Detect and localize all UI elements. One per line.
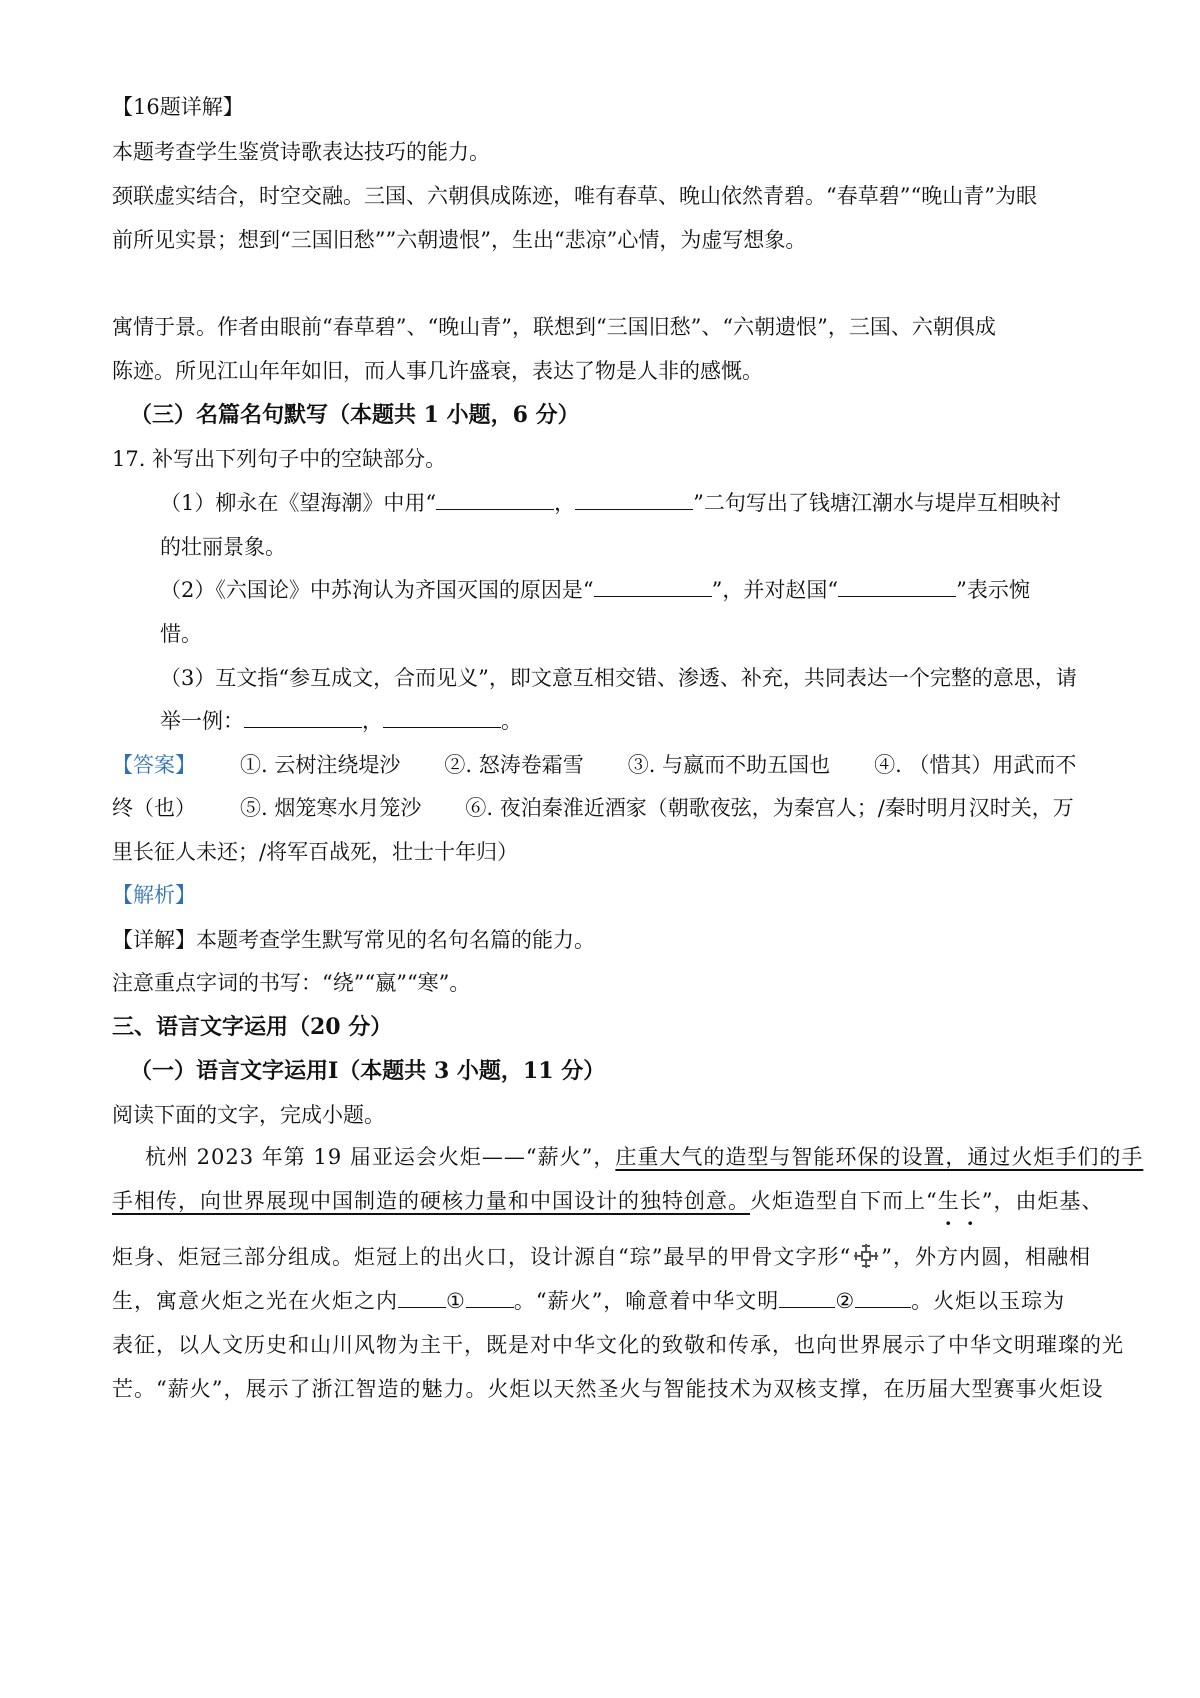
emphasis-char: 生: [937, 1189, 960, 1213]
part3-heading: 三、语言文字运用（20 分）: [112, 1014, 393, 1040]
answer-blank[interactable]: [436, 489, 554, 510]
emphasis-char: 长: [959, 1189, 982, 1213]
q16-para1-line2: 前所见实景；想到“三国旧愁””六朝遗恨”，生出“悲凉”心情，为虚写想象。: [112, 228, 807, 252]
passage-text: ”，由炬基、: [981, 1189, 1104, 1213]
passage-text: 生，寓意火炬之光在火炬之内: [112, 1289, 398, 1313]
passage-line4: [112, 1286, 1065, 1316]
section-heading-famous: （三）名篇名句默写（本题共 1 小题，6 分）: [130, 402, 580, 428]
answer-item-4: ④. （惜其）用武而不: [874, 753, 1077, 777]
passage-line6: 芒。“薪火”，展示了浙江智造的魅力。火炬以天然圣火与智能技术为双核支撑，在历届大型赛事火炬设: [112, 1377, 1104, 1401]
q16-intro: 本题考查学生鉴赏诗歌表达技巧的能力。: [112, 140, 490, 164]
answer-blank[interactable]: [383, 707, 501, 728]
answer-blank[interactable]: [594, 576, 712, 597]
q17-item2-text-c: ”表示惋: [956, 578, 1030, 602]
passage-text: 火炬造型自下而上“: [750, 1189, 938, 1213]
answer-item-6: ⑥. 夜泊秦淮近酒家（朝歌夜弦，为秦宫人；/秦时明月汉时关，万: [465, 796, 1074, 820]
answer-line1: [112, 750, 1076, 780]
passage-text: 。“薪火”，喻意着中华文明: [513, 1289, 780, 1313]
passage-line2: [112, 1186, 1104, 1216]
q17-item3-text-b: 举一例：: [160, 709, 244, 733]
answer-line3: 里长征人未还；/将军百战死，壮士十年归）: [112, 840, 519, 864]
q17-item1-line1: [160, 488, 1061, 518]
passage-line3: [112, 1242, 1091, 1272]
underlined-sentence: 手相传，向世界展现中国制造的硬核力量和中国设计的独特创意。: [112, 1189, 750, 1213]
answer-label: 【答案】: [112, 753, 196, 777]
q16-para2-line1: 寓情于景。作者由眼前“春草碧”、“晚山青”，联想到“三国旧愁”、“六朝遗恨”，三国、六朝俱成: [112, 315, 996, 339]
answer-blank[interactable]: [466, 1287, 514, 1308]
q17-item3-sep: ，: [362, 709, 383, 733]
answer-item-3: ③. 与嬴而不助五国也: [627, 753, 831, 777]
analysis-detail: 【详解】本题考查学生默写常见的名句名篇的能力。: [112, 928, 595, 952]
q17-item1-text-a: （1）柳永在《望海潮》中用“: [160, 491, 437, 515]
q17-item3-line1: （3）互文指“参互成文，合而见义”，即文意互相交错、渗透、补充，共同表达一个完整的意思，请: [160, 666, 1077, 690]
q17-item3-end: 。: [501, 709, 522, 733]
q17-item2-line2: 惜。: [160, 622, 202, 646]
q16-para1-line1: 颈联虚实结合，时空交融。三国、六朝俱成陈迹，唯有春草、晚山依然青碧。“春草碧”“晚山青”为眼: [112, 184, 1037, 208]
answer-item-2: ②. 怒涛卷霜雪: [444, 753, 584, 777]
reading-prompt: 阅读下面的文字，完成小题。: [112, 1103, 385, 1127]
passage-text: 。火炬以玉琮为: [911, 1289, 1066, 1313]
passage-line1: [145, 1142, 1143, 1172]
passage-text: 炬身、炬冠三部分组成。炬冠上的出火口，设计源自“琮”最早的甲骨文字形“: [112, 1245, 852, 1269]
answer-blank[interactable]: [838, 576, 956, 597]
passage-line5: 表征，以人文历史和山川风物为主干，既是对中华文化的致敬和传承，也向世界展示了中华文明璀璨的光: [112, 1333, 1124, 1357]
passage-text: ”，外方内圆，相融相: [881, 1245, 1091, 1269]
q17-item1-text-b: ”二句写出了钱塘江潮水与堤岸互相映衬: [693, 491, 1061, 515]
q17-stem: 17. 补写出下列句子中的空缺部分。: [112, 447, 447, 471]
passage-text: 杭州 2023 年第 19 届亚运会火炬——“薪火”，: [145, 1145, 616, 1169]
underlined-sentence: 庄重大气的造型与智能环保的设置，通过火炬手们的手: [615, 1145, 1144, 1169]
q17-item2-text-a: （2）《六国论》中苏洵认为齐国灭国的原因是“: [160, 578, 594, 602]
oracle-bone-cong-glyph-icon: [851, 1243, 881, 1269]
part3-subheading: （一）语言文字运用Ⅰ（本题共 3 小题，11 分）: [130, 1058, 606, 1084]
q16-para2-line2: 陈迹。所见江山年年如旧，而人事几许盛衰，表达了物是人非的感慨。: [112, 359, 763, 383]
answer-item-1: ①. 云树注绕堤沙: [240, 753, 401, 777]
answer-blank[interactable]: [855, 1287, 911, 1308]
blank-marker-2: ②: [835, 1289, 856, 1313]
analysis-note: 注意重点字词的书写：“绕”“嬴”“寒”。: [112, 971, 471, 995]
q17-item1-line2: 的壮丽景象。: [160, 535, 286, 559]
answer-blank[interactable]: [398, 1287, 446, 1308]
answer-blank[interactable]: [575, 489, 693, 510]
answer-item-4-cont: 终（也）: [112, 796, 196, 820]
analysis-label: 【解析】: [112, 883, 196, 907]
answer-item-5: ⑤. 烟笼寒水月笼沙: [240, 796, 422, 820]
q16-title: 【16题详解】: [112, 95, 244, 119]
q17-item1-sep: ，: [554, 491, 576, 515]
q17-item2-text-b: ”，并对赵国“: [711, 578, 839, 602]
q17-item3-line2: [160, 706, 522, 736]
blank-marker-1: ①: [446, 1289, 466, 1313]
answer-blank[interactable]: [244, 707, 362, 728]
answer-blank[interactable]: [779, 1287, 835, 1308]
q17-item2-line1: [160, 575, 1030, 605]
answer-line2: [112, 793, 1074, 823]
